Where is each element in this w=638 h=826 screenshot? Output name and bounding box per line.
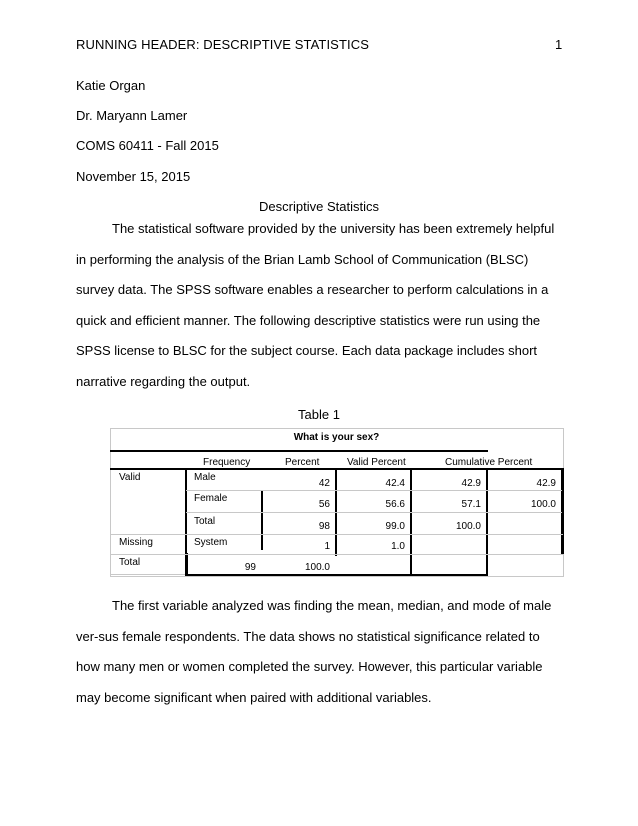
page-number: 1 <box>555 37 563 52</box>
running-header: RUNNING HEADER: DESCRIPTIVE STATISTICS <box>76 37 369 52</box>
cell-valid-percent: 57.1 <box>461 499 481 510</box>
row-group-label: Total <box>119 557 141 568</box>
cell-valid-percent: 42.9 <box>461 478 481 489</box>
row-label: Total <box>194 516 216 527</box>
cell-frequency: 99 <box>244 562 256 573</box>
cell-percent: 56.6 <box>385 499 405 510</box>
column-header-frequency: Frequency <box>203 457 251 468</box>
instructor-name: Dr. Maryann Lamer <box>76 108 188 123</box>
row-group-label: Valid <box>119 472 141 483</box>
paragraph-intro-text: The statistical software provided by the university has been extremely helpful in performing the analysis of the Brian Lamb School of Communication (BLSC) survey data. The SPSS software enables a researcher to perform calculations in a quick and efficient manner. The following descriptive statistics were run using the SPSS license to BLSC for the subject course. Each data package includes short narrative regarding the output. <box>76 221 555 389</box>
row-label: Male <box>194 472 216 483</box>
cell-frequency: 56 <box>318 499 330 510</box>
row-group-label: Missing <box>119 537 153 548</box>
column-header-percent: Percent <box>285 457 320 468</box>
cell-percent: 100.0 <box>304 562 330 573</box>
cell-cumulative-percent: 42.9 <box>536 478 556 489</box>
course-name: COMS 60411 - Fall 2015 <box>76 138 219 153</box>
column-header-cumulative-percent: Cumulative Percent <box>445 457 533 468</box>
paragraph-analysis <box>76 591 556 713</box>
table-question: What is your sex? <box>293 432 380 443</box>
row-label: System <box>194 537 228 548</box>
cell-valid-percent: 100.0 <box>455 521 481 532</box>
cell-frequency: 42 <box>318 478 330 489</box>
cell-percent: 42.4 <box>385 478 405 489</box>
document-date: November 15, 2015 <box>76 169 191 184</box>
row-label: Female <box>194 493 228 504</box>
author-name: Katie Organ <box>76 78 146 93</box>
cell-cumulative-percent: 100.0 <box>530 499 556 510</box>
paragraph-analysis-text: The first variable analyzed was finding the mean, median, and mode of male ver-sus female respondents. The data shows no statistical significance related to how many men or women completed the survey. However, this particular variable may become significant when paired with additional variables. <box>76 598 552 705</box>
document-title: Descriptive Statistics <box>259 199 379 214</box>
cell-percent: 99.0 <box>385 521 405 532</box>
paragraph-intro <box>76 214 556 397</box>
column-header-valid-percent: Valid Percent <box>347 457 406 468</box>
cell-frequency: 98 <box>318 521 330 532</box>
table-caption: Table 1 <box>298 407 340 422</box>
cell-percent: 1.0 <box>391 541 405 552</box>
cell-frequency: 1 <box>324 541 330 552</box>
